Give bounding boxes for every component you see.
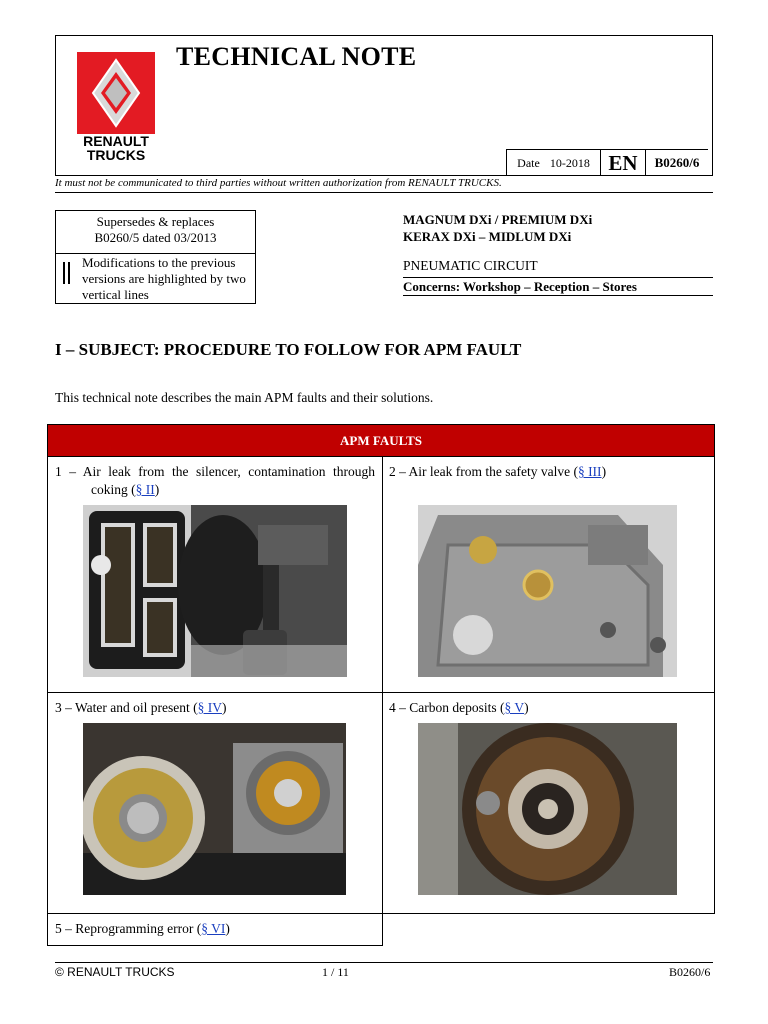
fault-label-5: 5 – Reprogramming error (§ VI) — [55, 921, 230, 936]
logo-text-trucks: TRUCKS — [86, 147, 146, 163]
supersedes-line1: Supersedes & replaces — [96, 214, 215, 229]
document-reference: B0260/6 — [645, 149, 708, 176]
fault-label-1: 1 – Air leak from the silencer, contamination through coking (§ II) — [55, 464, 375, 497]
photo-safety-valve — [418, 505, 677, 677]
confidentiality-notice: It must not be communicated to third parties without written authorization from RENAULT TRUCKS. — [55, 177, 502, 189]
concerns-divider — [403, 295, 713, 296]
subject-heading: I – SUBJECT: PROCEDURE TO FOLLOW FOR APM FAULT — [55, 340, 522, 359]
circuit-divider — [403, 277, 713, 278]
date-cell — [506, 149, 600, 176]
fault-label-2: 2 – Air leak from the safety valve (§ III) — [389, 464, 607, 479]
fault-link-2[interactable]: § III — [577, 464, 602, 479]
models-line1: MAGNUM DXi / PREMIUM DXi — [403, 212, 593, 227]
footer-divider — [55, 962, 713, 963]
supersedes-text — [55, 214, 256, 246]
fault-link-1[interactable]: § II — [135, 482, 155, 497]
modifications-note: Modifications to the previous versions are highlighted by two vertical lines — [82, 255, 246, 302]
footer-page-number: 1 / 11 — [322, 965, 349, 979]
intro-paragraph: This technical note describes the main APM faults and their solutions. — [55, 390, 434, 405]
fault-link-4[interactable]: § V — [504, 700, 525, 715]
fault-link-3[interactable]: § IV — [197, 700, 222, 715]
header-divider — [55, 192, 713, 193]
concerns-text: Concerns: Workshop – Reception – Stores — [403, 279, 637, 294]
photo-carbon-deposits — [418, 723, 677, 895]
footer-reference: B0260/6 — [669, 965, 711, 979]
fault-label-4: 4 – Carbon deposits (§ V) — [389, 700, 529, 715]
footer-copyright: © RENAULT TRUCKS — [55, 965, 175, 979]
date-value: 10-2018 — [549, 155, 590, 170]
supersedes-line2: B0260/5 dated 03/2013 — [94, 230, 217, 245]
faults-table-header: APM FAULTS — [47, 424, 715, 457]
photo-silencer-coking — [83, 505, 347, 677]
meta-row — [506, 149, 708, 176]
logo-text-renault: RENAULT — [83, 133, 149, 149]
fault-label-3: 3 – Water and oil present (§ IV) — [55, 700, 227, 715]
date-label: Date — [517, 155, 540, 170]
renault-trucks-logo — [77, 52, 155, 164]
supersedes-divider — [55, 253, 256, 254]
page-title: TECHNICAL NOTE — [176, 42, 417, 71]
photo-water-oil — [83, 723, 346, 895]
circuit-name: PNEUMATIC CIRCUIT — [403, 258, 538, 273]
vehicle-models — [403, 211, 592, 245]
fault-link-5[interactable]: § VI — [201, 921, 226, 936]
models-line2: KERAX DXi – MIDLUM DXi — [403, 229, 572, 244]
language-code: EN — [600, 149, 645, 176]
vertical-lines-icon — [62, 262, 72, 284]
